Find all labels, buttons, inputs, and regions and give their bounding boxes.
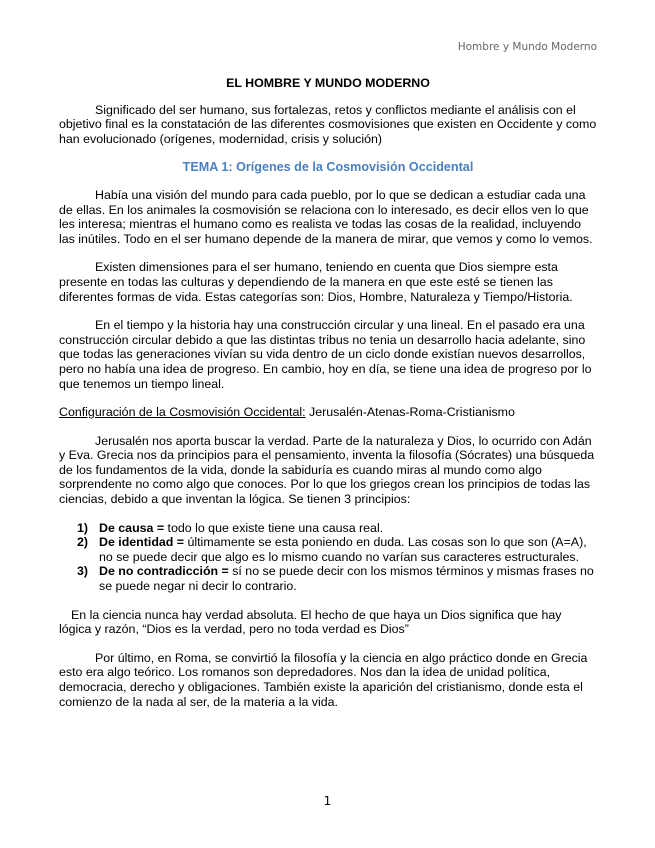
- paragraph: Había una visión del mundo para cada pueblo, por lo que se dedican a estudiar cada una de ellas. En los animales la cosmovisión se relaciona con lo interesado, es decir ellos ven lo que les interesa; mientras el humano como es realista ve todas las cosas de la realidad, incluyendo las inútiles. Todo en el ser humano depende de la manera de mirar, que vemos y como lo vemos.: [59, 187, 593, 246]
- list-term: De no contradicción =: [99, 564, 229, 579]
- list-number: 1): [77, 520, 89, 535]
- principles-list: [59, 521, 597, 594]
- list-text: últimamente se esta poniendo en duda. Las cosas son lo que son (A=A), no se puede decir que algo es lo mismo cuando no varían sus caracteres estructurales.: [99, 535, 587, 564]
- list-number: 3): [77, 564, 89, 579]
- list-term: De identidad =: [99, 535, 185, 550]
- document-title: EL HOMBRE Y MUNDO MODERNO: [226, 76, 430, 90]
- paragraph: Por último, en Roma, se convirtió la filosofía y la ciencia en algo práctico donde en Grecia esto era algo teórico. Los romanos son depredadores. Nos dan la idea de unidad política, democracia, derecho y obligaciones. También existe la aparición del cristianismo, donde esta el comienzo de la nada al ser, de la materia a la vida.: [59, 650, 588, 709]
- subheading-underlined: Configuración de la Cosmovisión Occidental:: [59, 405, 306, 420]
- paragraph: Existen dimensiones para el ser humano, teniendo en cuenta que Dios siempre esta presente en todas las culturas y dependiendo de la manera en que este esté se tienen las diferentes formas de vida. Estas categorías son: Dios, Hombre, Naturaleza y Tiempo/Historia.: [59, 260, 573, 304]
- list-item: [77, 535, 597, 564]
- list-text: sí no se puede decir con los mismos términos y mismas frases no se puede negar ni decir lo contrario.: [99, 564, 594, 594]
- subheading: [59, 405, 597, 420]
- list-number: 2): [77, 535, 89, 550]
- running-header: Hombre y Mundo Moderno: [457, 41, 597, 53]
- paragraph: Jerusalén nos aporta buscar la verdad. Parte de la naturaleza y Dios, lo ocurrido con Adán y Eva. Grecia nos da principios para el pensamiento, inventa la filosofía (Sócrates) una búsqueda de los fundamentos de la vida, donde la sabiduría es cuando miras al mundo como algo sorprendente no como algo que conoces. Por lo que los griegos crean los principios de todas las ciencias, debido a que inventan la lógica. Se tienen 3 principios:: [59, 433, 595, 507]
- document-body: [59, 76, 597, 723]
- list-term: De causa =: [99, 520, 165, 535]
- list-text: todo lo que existe tiene una causa real.: [164, 520, 384, 535]
- intro-paragraph: Significado del ser humano, sus fortalezas, retos y conflictos mediante el análisis con el objetivo final es la constatación de las diferentes cosmovisiones que existen en Occidente y como han evolucionado (orígenes, modernidad, crisis y solución): [59, 102, 597, 146]
- subheading-rest: Jerusalén-Atenas-Roma-Cristianismo: [305, 405, 515, 420]
- page-number: 1: [323, 794, 332, 808]
- paragraph: En la ciencia nunca hay verdad absoluta. El hecho de que haya un Dios significa que hay lógica y razón, “Dios es la verdad, pero no toda verdad es Dios”: [59, 607, 562, 637]
- paragraph: En el tiempo y la historia hay una construcción circular y una lineal. En el pasado era una construcción circular debido a que las distintas tribus no tenia un desarrollo hacia adelante, sino que todas las generaciones vivían su vida dentro de un ciclo donde existían nuevos desarrollos, pero no había una idea de progreso. En cambio, hoy en día, se tiene una idea de progreso por lo que tenemos un tiempo lineal.: [59, 318, 592, 391]
- list-item: [77, 564, 597, 594]
- section-heading: TEMA 1: Orígenes de la Cosmovisión Occidental: [182, 160, 474, 175]
- list-item: [77, 520, 597, 536]
